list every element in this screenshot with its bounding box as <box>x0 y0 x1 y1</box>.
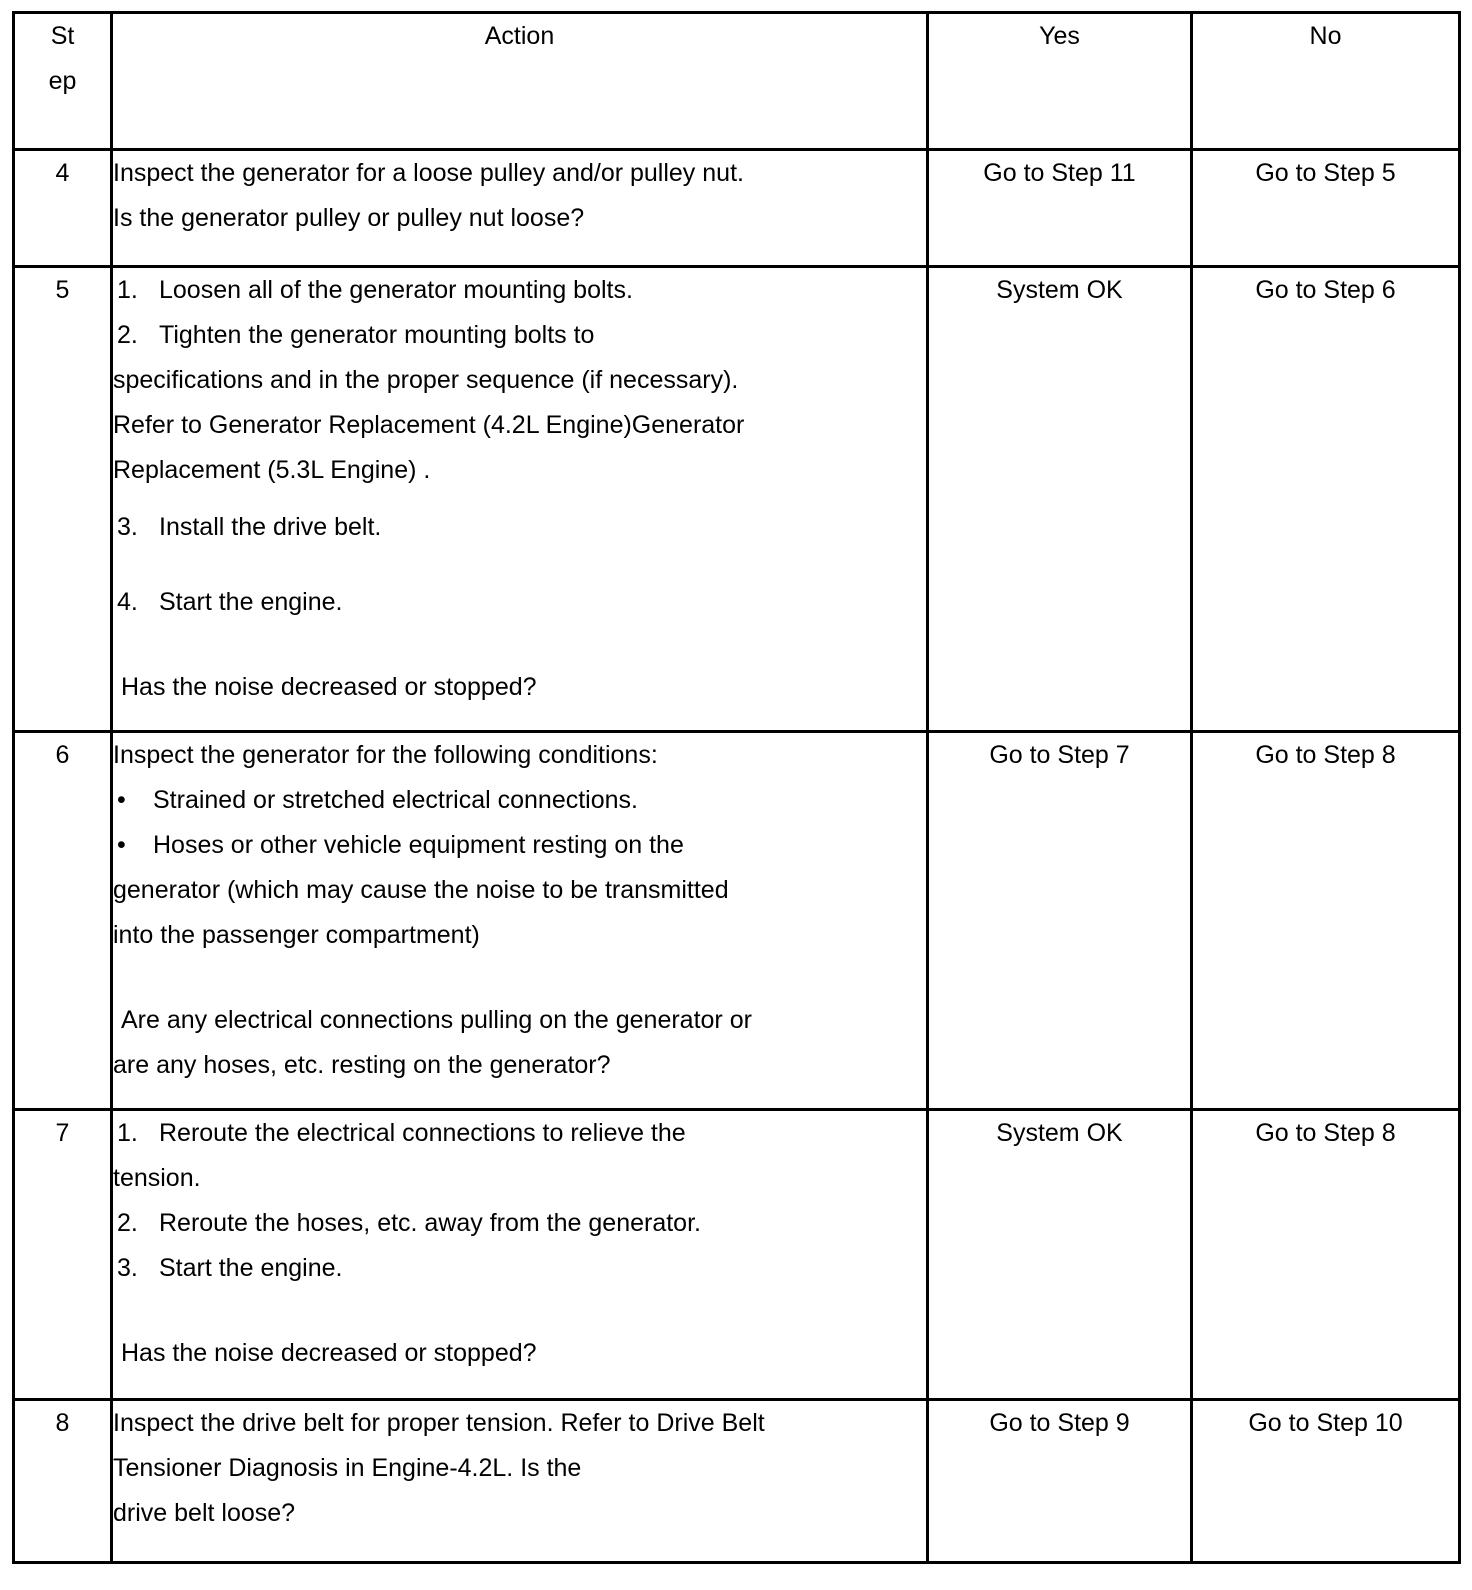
header-no: No <box>1192 13 1460 150</box>
numbered-item <box>113 1201 926 1246</box>
action-line: Inspect the drive belt for proper tension. Refer to Drive Belt <box>113 1409 765 1437</box>
bullet-text: Strained or stretched electrical connections. <box>153 786 638 814</box>
numbered-item <box>113 1111 926 1156</box>
action-line: generator (which may cause the noise to be transmitted <box>113 876 729 904</box>
action-line: Replacement (5.3L Engine) . <box>113 456 431 484</box>
numbered-item <box>113 580 926 625</box>
table-row-step-4 <box>14 150 1460 267</box>
action-line: specifications and in the proper sequence (if necessary). <box>113 366 739 394</box>
question-text: Has the noise decreased or stopped? <box>121 1339 537 1367</box>
item-text: Reroute the electrical connections to relieve the <box>159 1119 686 1147</box>
header-step <box>14 13 112 150</box>
numbered-item <box>113 268 926 313</box>
header-step-line2: ep <box>48 67 77 95</box>
item-number: 1. <box>117 1119 138 1147</box>
item-number: 2. <box>117 321 138 349</box>
action-cell <box>112 732 928 1110</box>
bullet-icon: • <box>117 786 126 814</box>
bullet-item <box>113 778 926 823</box>
header-yes: Yes <box>928 13 1192 150</box>
no-result: Go to Step 8 <box>1192 1110 1460 1400</box>
action-line: Refer to Generator Replacement (4.2L Engine)Generator <box>113 411 745 439</box>
item-text: Reroute the hoses, etc. away from the generator. <box>159 1209 701 1237</box>
no-result: Go to Step 5 <box>1192 150 1460 267</box>
action-line: Tensioner Diagnosis in Engine-4.2L. Is the <box>113 1454 582 1482</box>
action-line: tension. <box>113 1164 201 1192</box>
item-text: Install the drive belt. <box>159 513 382 541</box>
action-cell <box>112 1400 928 1563</box>
question-text: Are any electrical connections pulling on the generator or <box>121 1006 752 1034</box>
bullet-item <box>113 823 926 868</box>
step-number: 5 <box>14 267 112 732</box>
item-number: 4. <box>117 588 138 616</box>
step-number: 7 <box>14 1110 112 1400</box>
table-row-step-8 <box>14 1400 1460 1563</box>
yes-result: System OK <box>928 267 1192 732</box>
item-text: Start the engine. <box>159 588 343 616</box>
step-number: 8 <box>14 1400 112 1563</box>
bullet-icon: • <box>117 831 126 859</box>
action-line: into the passenger compartment) <box>113 921 480 949</box>
question-text: are any hoses, etc. resting on the generator? <box>113 1051 611 1079</box>
action-cell <box>112 267 928 732</box>
yes-result: System OK <box>928 1110 1192 1400</box>
action-line: Inspect the generator for the following conditions: <box>113 741 658 769</box>
item-number: 1. <box>117 276 138 304</box>
item-number: 3. <box>117 513 138 541</box>
item-text: Start the engine. <box>159 1254 343 1282</box>
table-row-step-5 <box>14 267 1460 732</box>
yes-result: Go to Step 11 <box>928 150 1192 267</box>
yes-result: Go to Step 9 <box>928 1400 1192 1563</box>
bullet-text: Hoses or other vehicle equipment resting on the <box>153 831 684 859</box>
action-cell <box>112 150 928 267</box>
no-result: Go to Step 10 <box>1192 1400 1460 1563</box>
action-line: Is the generator pulley or pulley nut loose? <box>113 204 585 232</box>
item-text: Loosen all of the generator mounting bolts. <box>159 276 633 304</box>
no-result: Go to Step 8 <box>1192 732 1460 1110</box>
header-row <box>14 13 1460 150</box>
item-number: 2. <box>117 1209 138 1237</box>
numbered-item <box>113 313 926 358</box>
action-line: Inspect the generator for a loose pulley and/or pulley nut. <box>113 159 744 187</box>
action-line: drive belt loose? <box>113 1499 296 1527</box>
diagnostic-table <box>12 11 1461 1564</box>
step-number: 6 <box>14 732 112 1110</box>
yes-result: Go to Step 7 <box>928 732 1192 1110</box>
header-step-line1: St <box>50 22 75 50</box>
item-text: Tighten the generator mounting bolts to <box>159 321 595 349</box>
no-result: Go to Step 6 <box>1192 267 1460 732</box>
question-text: Has the noise decreased or stopped? <box>121 673 537 701</box>
item-number: 3. <box>117 1254 138 1282</box>
numbered-item <box>113 505 926 550</box>
action-cell <box>112 1110 928 1400</box>
step-number: 4 <box>14 150 112 267</box>
table-row-step-6 <box>14 732 1460 1110</box>
header-action: Action <box>112 13 928 150</box>
table-row-step-7 <box>14 1110 1460 1400</box>
numbered-item <box>113 1246 926 1291</box>
